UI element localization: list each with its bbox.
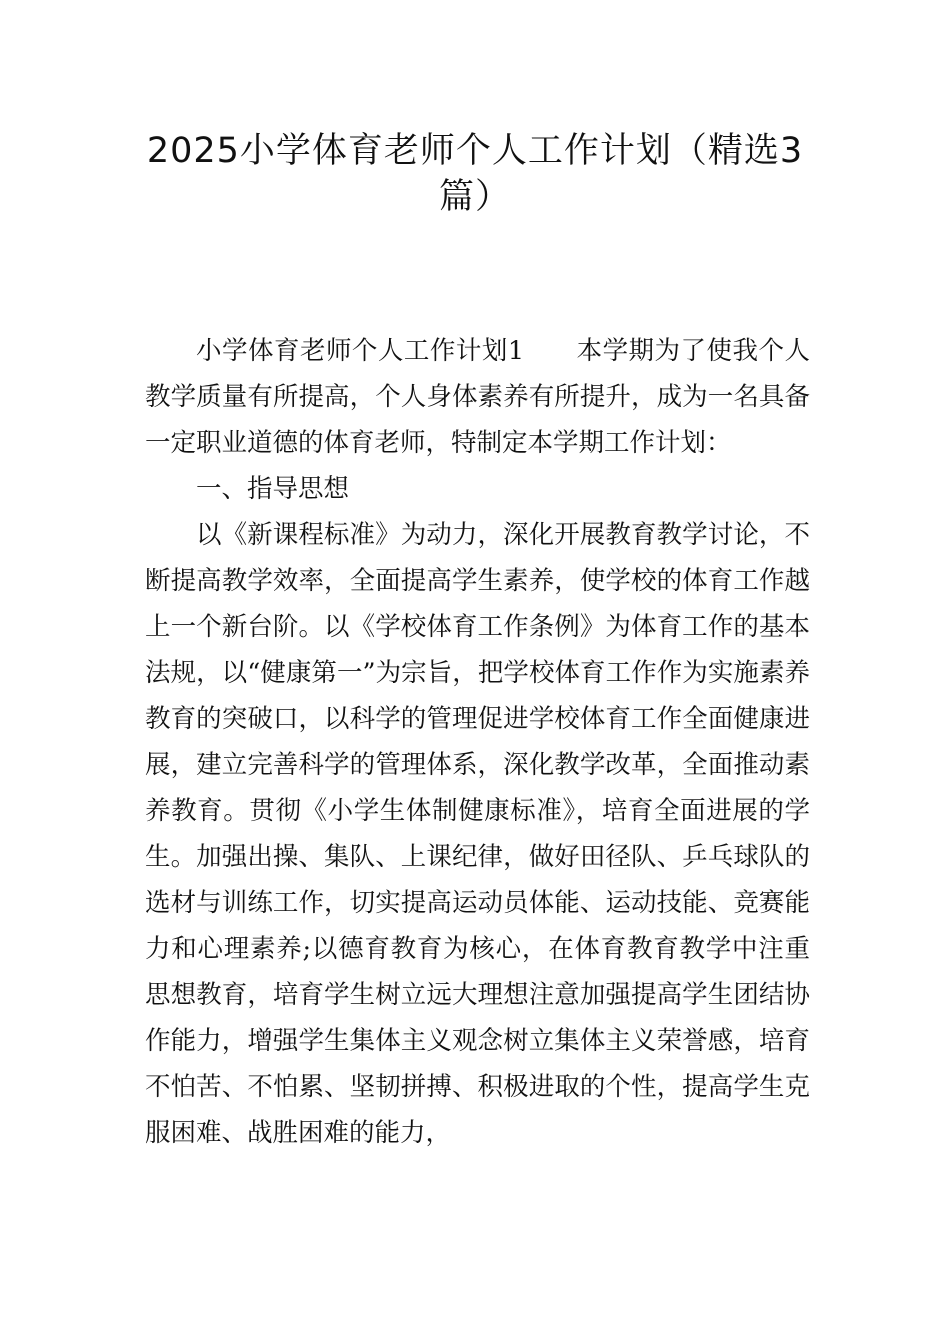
section-heading-guiding-thought: 一、指导思想 [196, 474, 350, 504]
paragraph-intro [145, 328, 810, 466]
section-heading-plan-1: 小学体育老师个人工作计划1 [196, 336, 525, 366]
document-body [145, 328, 810, 1156]
document-title: 2025小学体育老师个人工作计划（精选3篇） [146, 131, 804, 217]
paragraph-guiding-thought: 以《新课程标准》为动力，深化开展教育教学讨论，不断提高教学效率，全面提高学生素养，使学校的体育工作越上一个新台阶。以《学校体育工作条例》为体育工作的基本法规，以“健康第一”为宗旨，把学校体育工作作为实施素养教育的突破口，以科学的管理促进学校体育工作全面健康进展，建立完善科学的管理体系，深化教学改革，全面推动素养教育。贯彻《小学生体制健康标准》，培育全面进展的学生。加强出操、集队、上课纪律，做好田径队、乒乓球队的选材与训练工作，切实提高运动员体能、运动技能、竞赛能力和心理素养;以德育教育为核心，在体育教育教学中注重思想教育，培育学生树立远大理想注意加强提高学生团结协作能力，增强学生集体主义观念树立集体主义荣誉感，培育不怕苦、不怕累、坚韧拼搏、积极进取的个性，提高学生克服困难、战胜困难的能力， [145, 520, 810, 1148]
paragraph-intro-text: 本学期为了使我个人教学质量有所提高，个人身体素养有所提升，成为一名具备一定职业道德的体育老师，特制定本学期工作计划： [145, 336, 810, 458]
